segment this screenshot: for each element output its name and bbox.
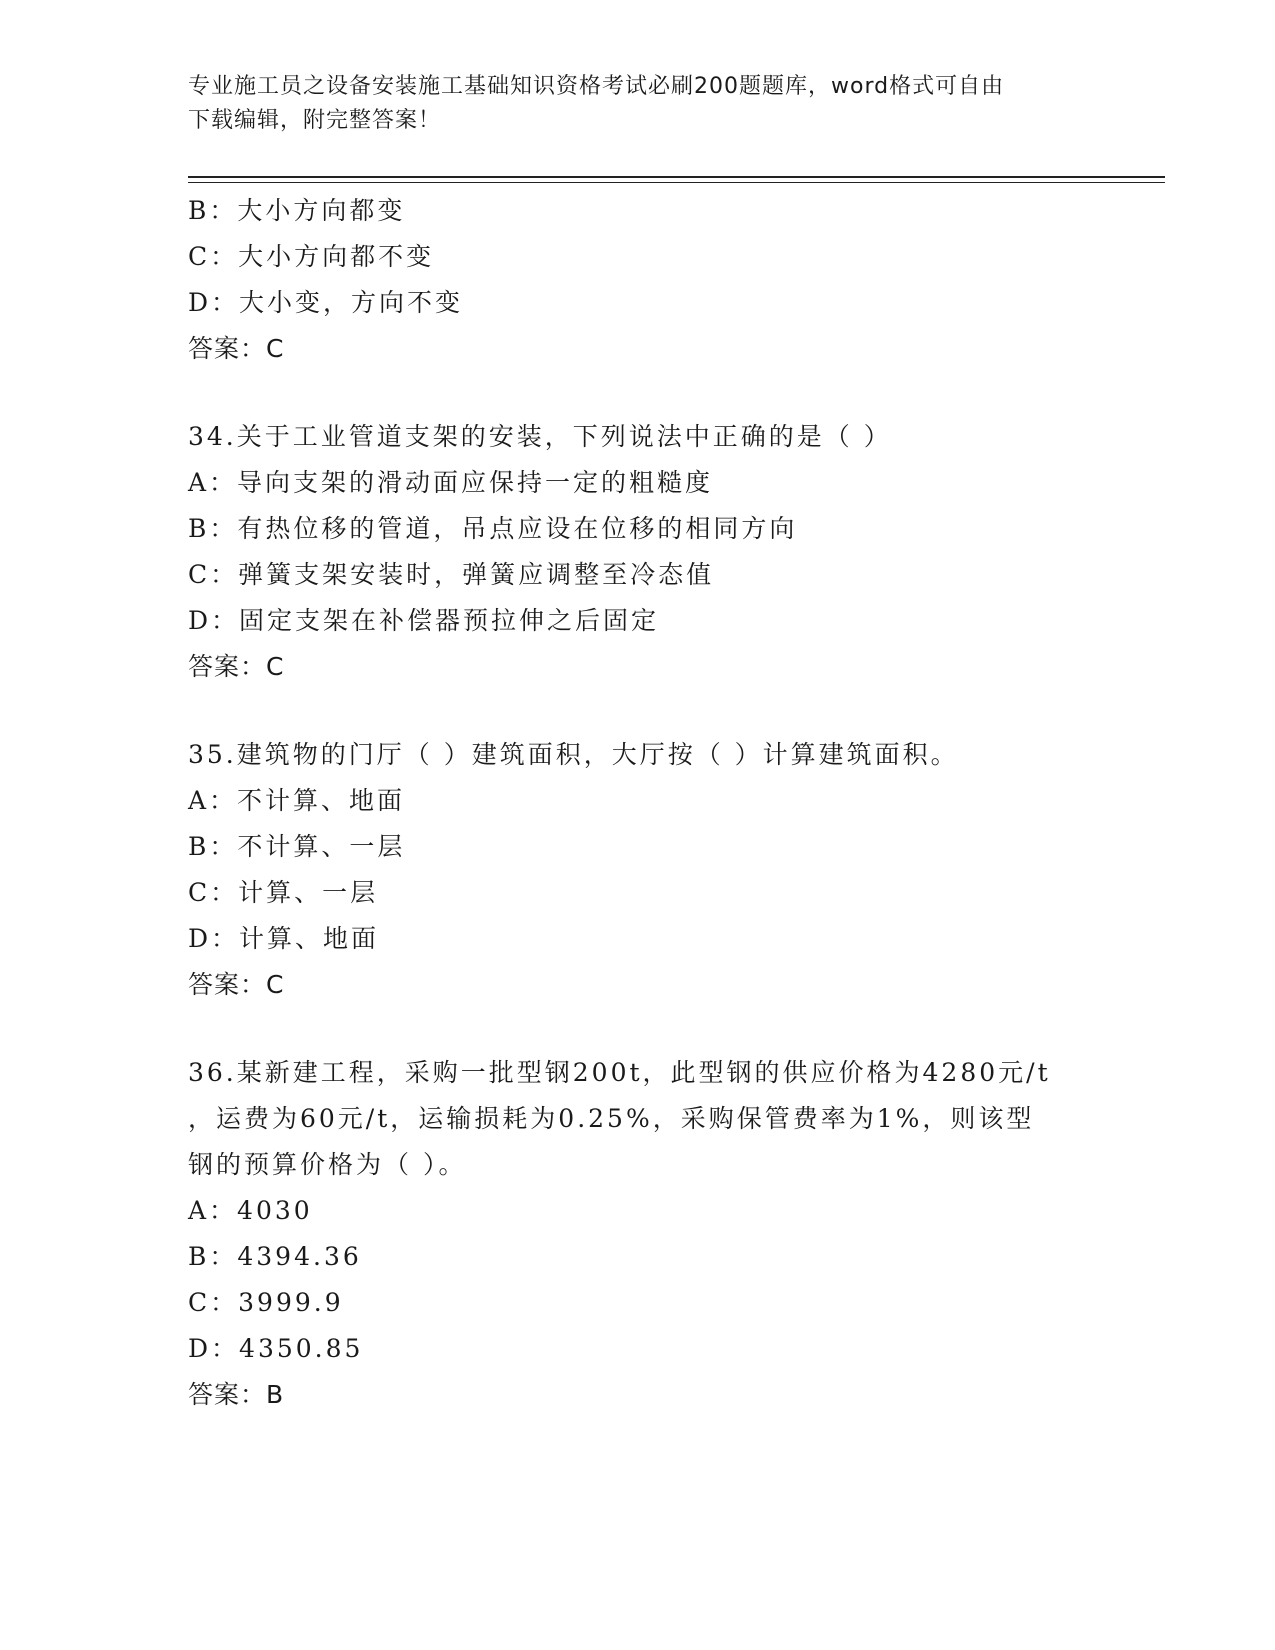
- option-d: D：计算、地面: [188, 924, 380, 953]
- header-rule-thin: [188, 182, 1165, 183]
- question-stem-line-3: 钢的预算价格为（ ）。: [188, 1150, 467, 1179]
- answer-line: 答案：C: [188, 334, 285, 363]
- option-a: A：不计算、地面: [188, 786, 406, 815]
- question-34: [188, 414, 1088, 690]
- question-stem: 35.建筑物的门厅（ ）建筑面积，大厅按（ ）计算建筑面积。: [188, 740, 959, 769]
- option-c: C：大小方向都不变: [188, 242, 435, 271]
- question-36: [188, 1050, 1088, 1418]
- question-35: [188, 732, 1088, 1008]
- header-rule-thick: [188, 176, 1165, 178]
- answer-line: 答案：C: [188, 652, 285, 681]
- option-c: C：弹簧支架安装时，弹簧应调整至冷态值: [188, 560, 715, 589]
- question-stem-line-2: ，运费为60元/t，运输损耗为0.25%，采购保管费率为1%，则该型: [188, 1104, 1035, 1133]
- answer-line: 答案：C: [188, 970, 285, 999]
- option-a: A：4030: [188, 1196, 313, 1225]
- option-a: A：导向支架的滑动面应保持一定的粗糙度: [188, 468, 714, 497]
- answer-line: 答案：B: [188, 1380, 285, 1409]
- option-b: B：大小方向都变: [188, 196, 406, 225]
- option-b: B：不计算、一层: [188, 832, 406, 861]
- question-33-continuation: [188, 188, 1088, 372]
- header-line-2: 下载编辑，附完整答案！: [188, 108, 442, 133]
- option-d: D：固定支架在补偿器预拉伸之后固定: [188, 606, 660, 635]
- document-header: [188, 70, 1088, 138]
- option-b: B：4394.36: [188, 1242, 362, 1271]
- option-c: C：计算、一层: [188, 878, 379, 907]
- option-d: D：4350.85: [188, 1334, 364, 1363]
- option-c: C：3999.9: [188, 1288, 344, 1317]
- question-stem: 34.关于工业管道支架的安装，下列说法中正确的是（ ）: [188, 422, 892, 451]
- question-content: [188, 188, 1088, 1418]
- question-stem-line-1: 36.某新建工程，采购一批型钢200t，此型钢的供应价格为4280元/t: [188, 1058, 1051, 1087]
- option-b: B：有热位移的管道，吊点应设在位移的相同方向: [188, 514, 798, 543]
- option-d: D：大小变，方向不变: [188, 288, 464, 317]
- header-line-1: 专业施工员之设备安装施工基础知识资格考试必刷200题题库，word格式可自由: [188, 74, 1005, 99]
